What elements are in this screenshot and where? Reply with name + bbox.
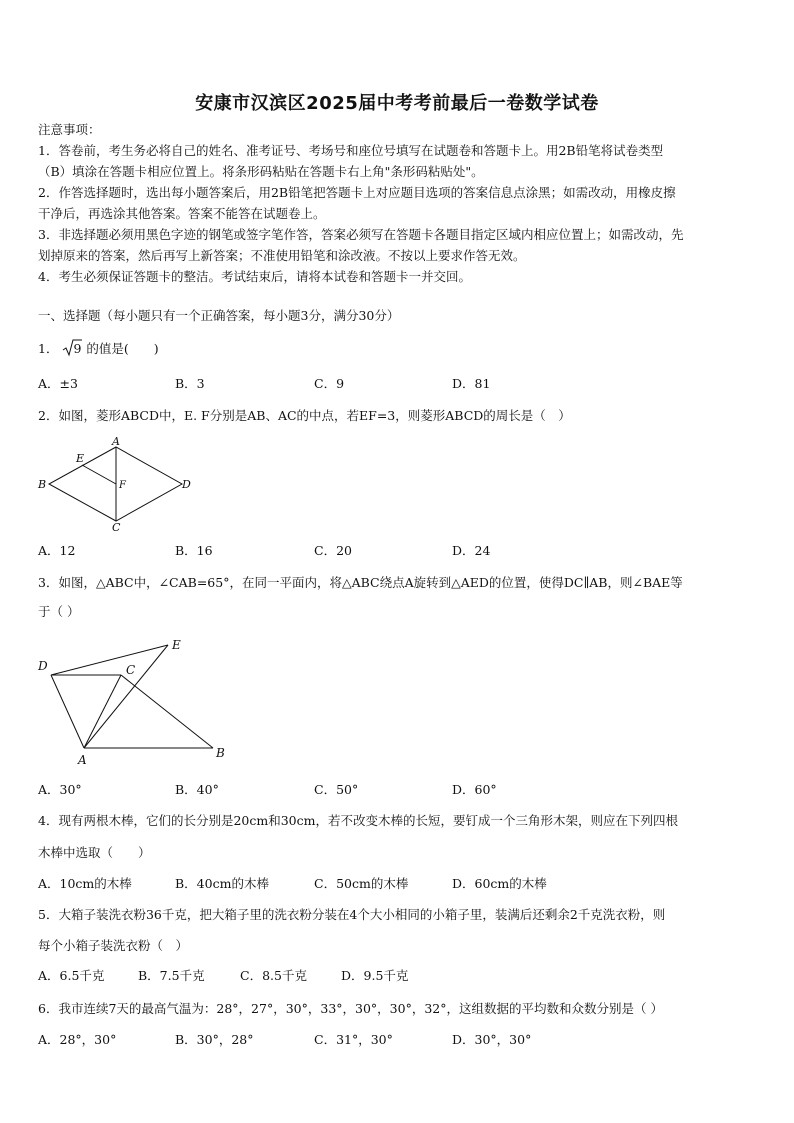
label-c: C [126, 663, 136, 677]
option-d: D．81 [452, 376, 491, 391]
label-d: D [182, 478, 191, 491]
question-4-line1: 4．现有两根木棒，它们的长分别是20cm和30cm，若不改变木棒的长短，要钉成一个三角形木架，则应在下列四根 [38, 813, 678, 828]
option-b: B．7.5千克 [138, 968, 205, 983]
option-b: B．40cm的木棒 [175, 876, 269, 891]
option-d: D．60cm的木棒 [452, 876, 547, 891]
notice-heading: 注意事项： [38, 122, 101, 137]
label-b: B [38, 478, 47, 491]
option-b: B．40° [175, 782, 219, 797]
option-b: B．16 [175, 543, 213, 558]
rotation-figure [36, 632, 236, 768]
question-5-line2: 每个小箱子装洗衣粉（ ） [38, 938, 189, 953]
label-a: A [112, 435, 120, 448]
option-c: C．9 [314, 376, 345, 391]
option-c: C．8.5千克 [240, 968, 307, 983]
label-c: C [112, 521, 121, 533]
square-root [62, 338, 82, 359]
option-b: B．30°，28° [175, 1032, 254, 1047]
notice-line: 干净后，再选涂其他答案。答案不能答在试题卷上。 [38, 206, 326, 221]
radicand: 9 [73, 341, 82, 356]
option-b: B．3 [175, 376, 205, 391]
label-d: D [38, 659, 48, 673]
notice-line: 4．考生必须保证答题卡的整洁。考试结束后，请将本试卷和答题卡一并交回。 [38, 269, 471, 284]
option-a: A．28°，30° [38, 1032, 117, 1047]
notice-line: （B）填涂在答题卡相应位置上。将条形码粘贴在答题卡右上角"条形码粘贴处"。 [38, 164, 484, 179]
label-b: B [216, 746, 225, 760]
question-text: 的值是( ) [86, 341, 159, 356]
option-c: C．31°，30° [314, 1032, 393, 1047]
option-d: D．24 [452, 543, 491, 558]
rhombus-figure [36, 435, 196, 533]
option-c: C．50cm的木棒 [314, 876, 409, 891]
question-number: 1． [38, 341, 59, 356]
page-title: 安康市汉滨区2025届中考考前最后一卷数学试卷 [195, 93, 599, 114]
question-5-line1: 5．大箱子装洗衣粉36千克，把大箱子里的洗衣粉分装在4个大小相同的小箱子里，装满后还剩余2千克洗衣粉，则 [38, 907, 666, 922]
question-3-line2: 于（ ） [38, 604, 80, 619]
option-d: D．9.5千克 [341, 968, 409, 983]
option-c: C．50° [314, 782, 359, 797]
option-a: A．6.5千克 [38, 968, 105, 983]
question-6: 6．我市连续7天的最高气温为：28°，27°，30°，33°，30°，30°，32°，这组数据的平均数和众数分别是（ ） [38, 1001, 663, 1016]
option-a: A．±3 [38, 376, 78, 391]
section-heading: 一、选择题（每小题只有一个正确答案，每小题3分，满分30分） [38, 308, 400, 323]
option-d: D．60° [452, 782, 497, 797]
label-a: A [78, 753, 87, 767]
label-f: F [119, 480, 126, 491]
option-d: D．30°，30° [452, 1032, 532, 1047]
option-a: A．10cm的木棒 [38, 876, 132, 891]
notice-line: 3．非选择题必须用黑色字迹的钢笔或签字笔作答，答案必须写在答题卡各题目指定区域内相应位置上；如需改动，先 [38, 227, 684, 242]
option-c: C．20 [314, 543, 352, 558]
question-3-line1: 3．如图，△ABC中，∠CAB=65°，在同一平面内，将△ABC绕点A旋转到△AED的位置，使得DC∥AB，则∠BAE等 [38, 575, 683, 590]
question-1 [38, 338, 159, 359]
notice-line: 2．作答选择题时，选出每小题答案后，用2B铅笔把答题卡上对应题目选项的答案信息点涂黑；如需改动，用橡皮擦 [38, 185, 676, 200]
label-e: E [172, 638, 181, 652]
option-a: A．30° [38, 782, 82, 797]
question-4-line2: 木棒中选取（ ） [38, 845, 151, 860]
label-e: E [76, 452, 85, 465]
notice-line: 1．答卷前，考生务必将自己的姓名、准考证号、考场号和座位号填写在试题卷和答题卡上。用2B铅笔将试卷类型 [38, 143, 664, 158]
question-2: 2．如图，菱形ABCD中，E. F分别是AB、AC的中点，若EF=3，则菱形ABCD的周长是（ ） [38, 408, 571, 423]
notice-line: 划掉原来的答案，然后再写上新答案；不准使用铅笔和涂改液。不按以上要求作答无效。 [38, 248, 526, 263]
option-a: A．12 [38, 543, 76, 558]
